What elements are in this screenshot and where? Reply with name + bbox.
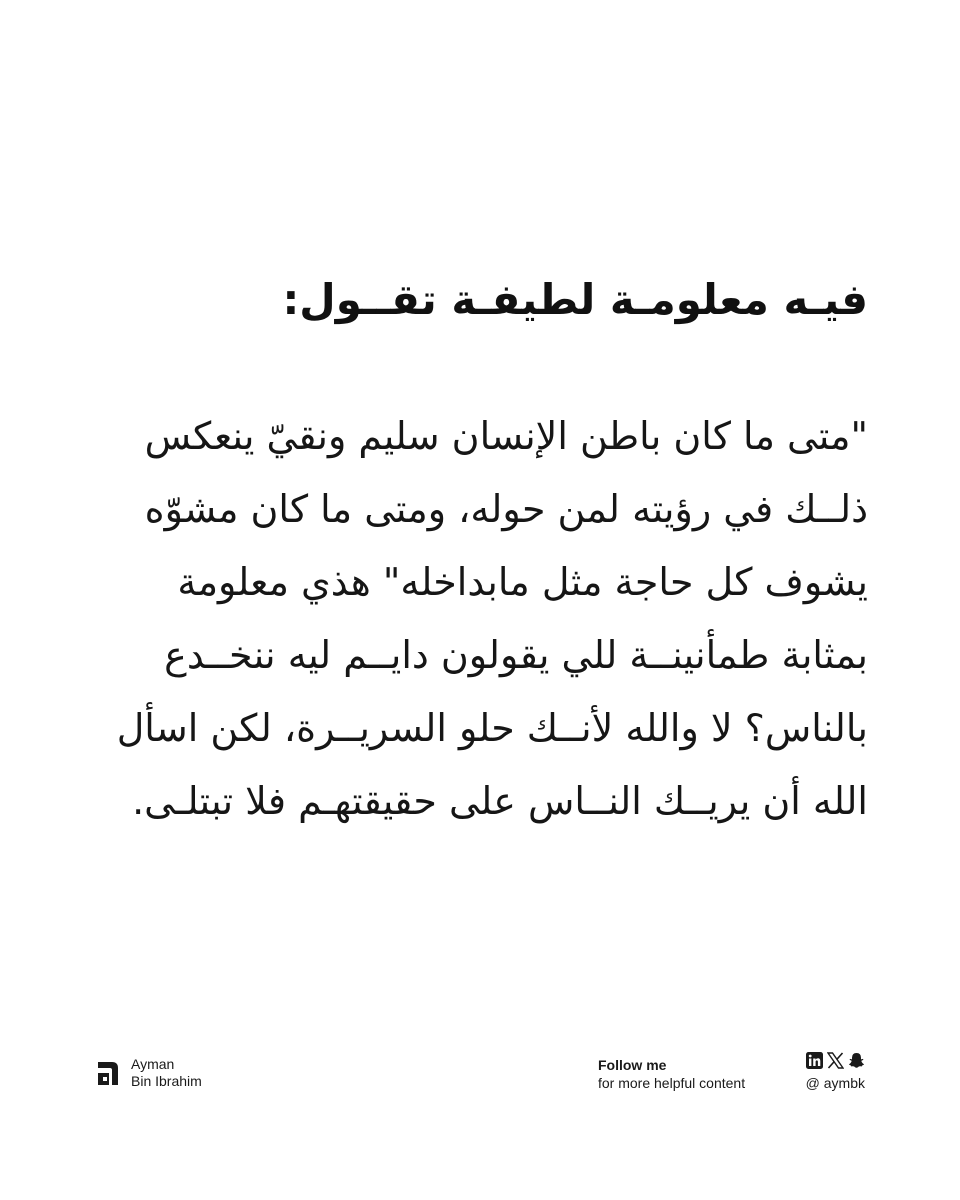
body-line: بمثابة طمأنينــة للي يقولون دايــم ليه ننخــدع (164, 633, 868, 677)
linkedin-icon[interactable] (806, 1052, 823, 1069)
body-line: يشوف كل حاجة مثل مابداخله" هذي معلومة (177, 560, 868, 604)
post-heading: فيـه معلومـة لطيفـة تقــول: (282, 275, 868, 324)
body-line: الله أن يريــك النــاس على حقيقتهـم فلا تبتلـى. (132, 779, 868, 823)
brand-name (131, 1056, 202, 1090)
social (806, 1050, 865, 1092)
social-handle[interactable]: @ aymbk (805, 1075, 865, 1091)
footer (95, 1050, 865, 1100)
body-line: ذلــك في رؤيته لمن حوله، ومتى ما كان مشوّه (144, 487, 868, 531)
body-line: بالناس؟ لا والله لأنــك حلو السريــرة، لكن اسأل (116, 706, 868, 750)
follow-title: Follow me (598, 1057, 667, 1073)
brand-last-name: Bin Ibrahim (131, 1073, 202, 1089)
social-icons (806, 1050, 865, 1070)
follow-subtitle: for more helpful content (598, 1075, 746, 1091)
follow-cta (598, 1056, 745, 1092)
post-body (88, 400, 868, 838)
brand-logo-icon (95, 1058, 121, 1088)
x-icon[interactable] (827, 1052, 844, 1069)
body-line: "متى ما كان باطن الإنسان سليم ونقيّ ينعكس (144, 414, 868, 458)
brand-first-name: Ayman (131, 1056, 175, 1072)
snapchat-icon[interactable] (848, 1052, 865, 1069)
brand (95, 1056, 202, 1090)
